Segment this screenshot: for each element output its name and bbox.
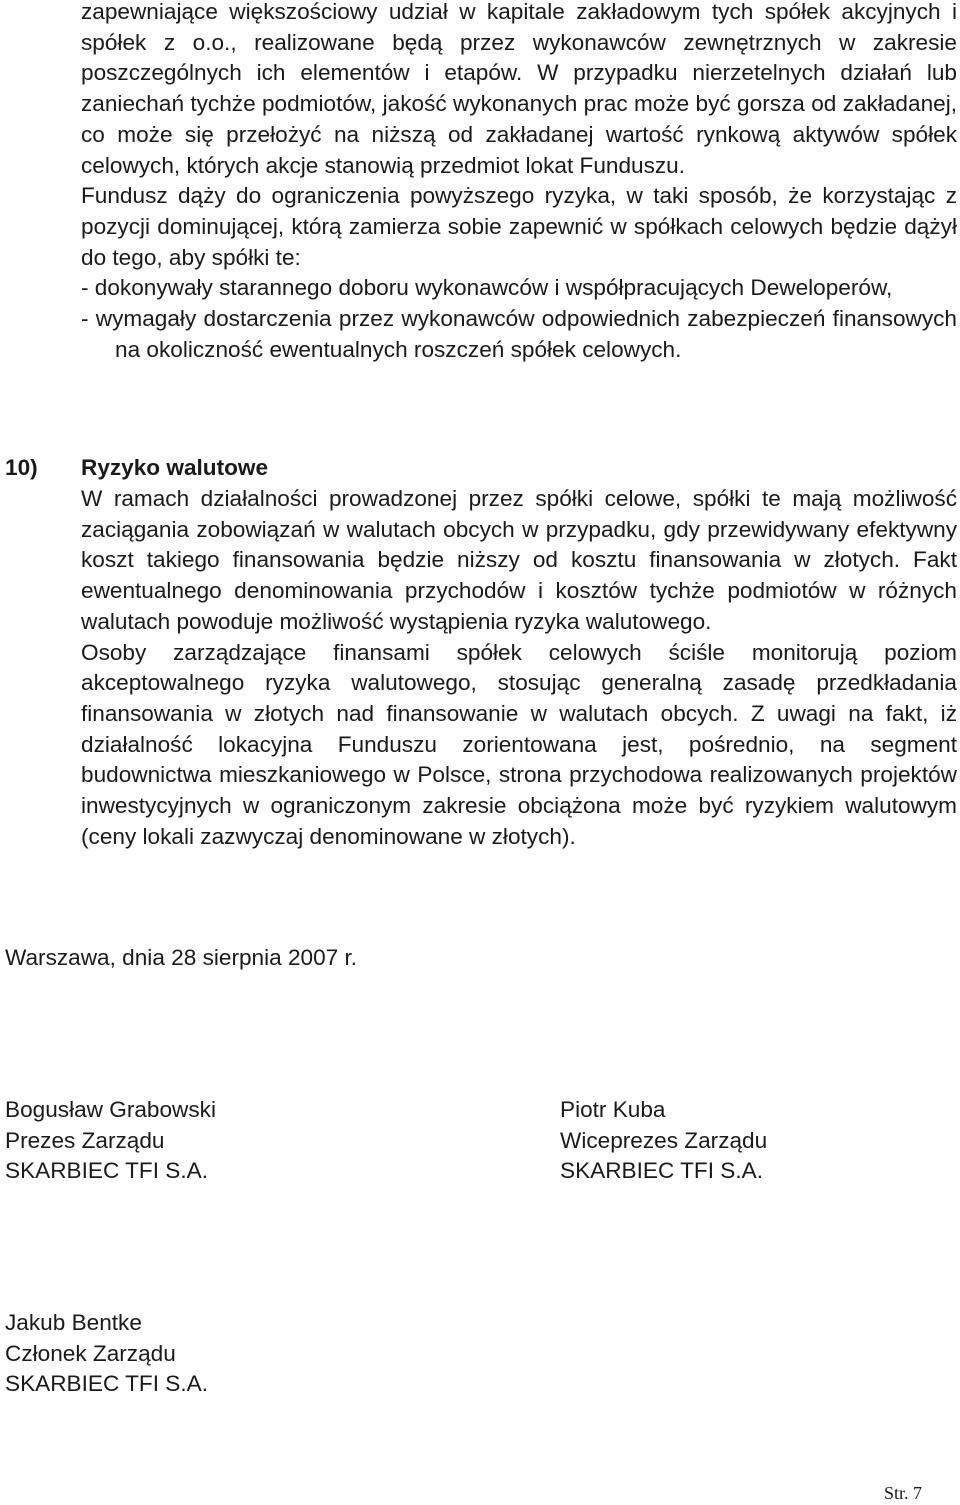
section-number: 10) xyxy=(5,455,38,480)
signature-block xyxy=(560,1095,767,1187)
section-body xyxy=(81,484,957,852)
signature-block xyxy=(5,1308,208,1400)
risk-text-block xyxy=(81,0,957,365)
list-item: - wymagały dostarczenia przez wykonawców odpowiednich zabezpieczeń finansowych na okoliczność ewentualnych roszczeń spółek celowych. xyxy=(81,306,957,362)
page-number: Str. 7 xyxy=(883,1483,922,1503)
signatory-role: Członek Zarządu xyxy=(5,1340,176,1366)
signatory-role: Prezes Zarządu xyxy=(5,1127,165,1153)
signatory-role: Wiceprezes Zarządu xyxy=(560,1127,768,1153)
signatory-name: Piotr Kuba xyxy=(560,1097,666,1122)
section-heading xyxy=(5,453,957,484)
signatory-company: SKARBIEC TFI S.A. xyxy=(560,1158,763,1184)
section-paragraph: Osoby zarządzające finansami spółek celowych ściśle monitorują poziom akceptowalnego ryzyka walutowego, stosując generalną zasadę przedkładania finansowania w złotych nad finansowanie w walutach obcych. Z uwagi na fakt, iż działalność lokacyjna Funduszu zorientowana jest, pośrednio, na segment budownictwa mieszkaniowego w Polsce, strona przychodowa realizowanych projektów inwestycyjnych w ograniczonym zakresie obciążona może być ryzykiem walutowym (ceny lokali zazwyczaj denominowane w złotych). xyxy=(81,639,957,849)
continuation-paragraph: zapewniające większościowy udział w kapitale zakładowym tych spółek akcyjnych i spółek z o.o., realizowane będą przez wykonawców zewnętrznych w zakresie poszczególnych ich elementów i etapów. W przypadku nierzetelnych działań lub zaniechań tychże podmiotów, jakość wykonanych prac może być gorsza od zakładanej, co może się przełożyć na niższą od zakładanej wartość rynkową aktywów spółek celowych, których akcje stanowią przedmiot lokat Funduszu. xyxy=(81,0,957,178)
fund-paragraph: Fundusz dąży do ograniczenia powyższego ryzyka, w taki sposób, że korzystając z pozycji dominującej, którą zamierza sobie zapewnić w spółkach celowych będzie dążył do tego, aby spółki te: xyxy=(81,183,957,270)
signatory-name: Jakub Bentke xyxy=(5,1310,142,1335)
section-title: Ryzyko walutowe xyxy=(81,455,269,480)
signatory-company: SKARBIEC TFI S.A. xyxy=(5,1371,208,1397)
section-paragraph: W ramach działalności prowadzonej przez spółki celowe, spółki te mają możliwość zaciągania zobowiązań w walutach obcych w przypadku, gdy przewidywany efektywny koszt takiego finansowania będzie niższy od kosztu finansowania w złotych. Fakt ewentualnego denominowania przychodów i kosztów tychże podmiotów w różnych walutach powoduje możliwość wystąpienia ryzyka walutowego. xyxy=(81,486,957,634)
place-date: Warszawa, dnia 28 sierpnia 2007 r. xyxy=(5,945,358,970)
signatory-company: SKARBIEC TFI S.A. xyxy=(5,1158,208,1184)
signatory-name: Bogusław Grabowski xyxy=(5,1097,216,1122)
list-item: - dokonywały starannego doboru wykonawców i współpracujących Deweloperów, xyxy=(81,275,893,301)
signature-block xyxy=(5,1095,216,1187)
